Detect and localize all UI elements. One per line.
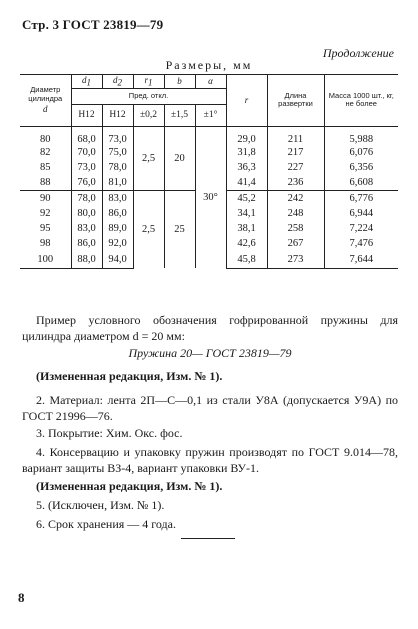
cell-d2: 81,0 [102,175,133,191]
header-d1 [71,75,102,89]
cell-r: 36,3 [226,160,267,175]
cell-length: 258 [267,221,324,236]
designation-formula: Пружина 20— ГОСТ 23819—79 [128,346,292,360]
header-b-symbol: b [177,76,182,87]
item-excluded: 5. (Исключен, Изм. № 1). [36,498,165,512]
cell-d1: 86,0 [71,236,102,251]
cell-mass: 7,476 [324,236,398,251]
item-packing: 4. Консервацию и упаковку пружин производят по ГОСТ 9.014—78, вариант защиты ВЗ-4, вариант упаковки ВУ-1. [22,445,398,475]
cell-length: 248 [267,206,324,221]
cell-r: 31,8 [226,145,267,160]
header-d2 [102,75,133,89]
cell-length: 236 [267,175,324,191]
cell-mass: 6,776 [324,190,398,206]
cell-d1: 73,0 [71,160,102,175]
cell-mass: 6,944 [324,206,398,221]
header-d2-symbol: d [113,75,118,85]
header-alpha-symbol: α [208,76,213,87]
cell-r: 29,0 [226,126,267,145]
tol-d2: H12 [102,104,133,126]
cell-d: 98 [40,237,51,249]
cell-r: 34,1 [226,206,267,221]
item-material: 2. Материал: лента 2П—С—0,1 из стали У8А (допускается У9А) по ГОСТ 21996—76. [22,393,398,423]
cell-d1: 83,0 [71,221,102,236]
header-r1 [133,75,164,89]
cell-d2: 73,0 [102,126,133,145]
cell-r: 45,2 [226,190,267,206]
cell-length: 242 [267,190,324,206]
cell-length: 273 [267,251,324,269]
cell-d2: 75,0 [102,145,133,160]
header-d2-sub: 2 [117,77,122,88]
cell-d2: 83,0 [102,190,133,206]
header-length: Длина развертки [267,75,324,127]
cell-d1: 88,0 [71,251,102,269]
spring-dimensions-table [20,74,398,269]
cell-r1-group1: 2,5 [133,126,164,190]
tol-d1: H12 [71,104,102,126]
cell-d: 82 [40,146,51,158]
tol-r1: ±0,2 [133,104,164,126]
cell-d1: 70,0 [71,145,102,160]
header-diameter-label: Диаметр цилиндра [28,85,63,104]
cell-r: 38,1 [226,221,267,236]
cell-length: 227 [267,160,324,175]
cell-r1-group2: 2,5 [133,190,164,268]
cell-mass: 7,224 [324,221,398,236]
cell-d: 90 [20,190,71,206]
header-tolerance-group: Пред. откл. [71,88,226,104]
cell-d1: 76,0 [71,175,102,191]
cell-d2: 94,0 [102,251,133,269]
header-r1-sub: 1 [148,77,153,88]
units-caption: Размеры, мм [165,58,253,72]
cell-r: 41,4 [226,175,267,191]
cell-d1: 78,0 [71,190,102,206]
cell-d: 85 [40,161,51,173]
header-d1-sub: 1 [86,77,91,88]
edition-note-1: (Измененная редакция, Изм. № 1). [36,369,223,383]
page-number: 8 [18,590,25,605]
tol-b: ±1,5 [164,104,195,126]
cell-length: 267 [267,236,324,251]
cell-d1: 80,0 [71,206,102,221]
tol-alpha: ±1° [195,104,226,126]
cell-mass: 6,608 [324,175,398,191]
cell-d: 92 [40,207,51,219]
header-diameter [20,75,71,127]
cell-mass: 7,644 [324,251,398,269]
cell-d2: 86,0 [102,206,133,221]
header-d1-symbol: d [82,75,87,85]
end-divider [181,538,235,539]
cell-length: 217 [267,145,324,160]
cell-d: 88 [40,176,51,188]
header-diameter-symbol: d [43,103,48,114]
cell-r: 45,8 [226,251,267,269]
header-r1-symbol: r [144,75,148,85]
header-r-symbol: r [244,95,249,106]
cell-mass: 5,988 [324,126,398,145]
cell-d: 100 [20,251,71,269]
cell-d2: 89,0 [102,221,133,236]
designation-example: Пример условного обозначения гофрированной пружины для цилиндра диаметром d = 20 мм: [22,313,398,343]
cell-length: 211 [267,126,324,145]
header-b [164,75,195,89]
cell-d: 80 [40,133,51,145]
cell-b-group2: 25 [164,190,195,268]
cell-alpha: 30° [195,126,226,268]
edition-note-2: (Измененная редакция, Изм. № 1). [36,479,223,493]
cell-d2: 78,0 [102,160,133,175]
cell-r: 42,6 [226,236,267,251]
continuation-label: Продолжение [322,46,394,60]
cell-mass: 6,356 [324,160,398,175]
item-coating: 3. Покрытие: Хим. Окс. фос. [36,426,183,440]
cell-d1: 68,0 [71,126,102,145]
running-header: Стр. 3 ГОСТ 23819—79 [22,17,164,32]
header-r [226,75,267,127]
item-storage: 6. Срок хранения — 4 года. [36,517,176,531]
cell-b-group1: 20 [164,126,195,190]
header-mass: Масса 1000 шт., кг, не более [324,75,398,127]
cell-mass: 6,076 [324,145,398,160]
cell-d: 95 [40,222,51,234]
header-alpha [195,75,226,89]
cell-d2: 92,0 [102,236,133,251]
